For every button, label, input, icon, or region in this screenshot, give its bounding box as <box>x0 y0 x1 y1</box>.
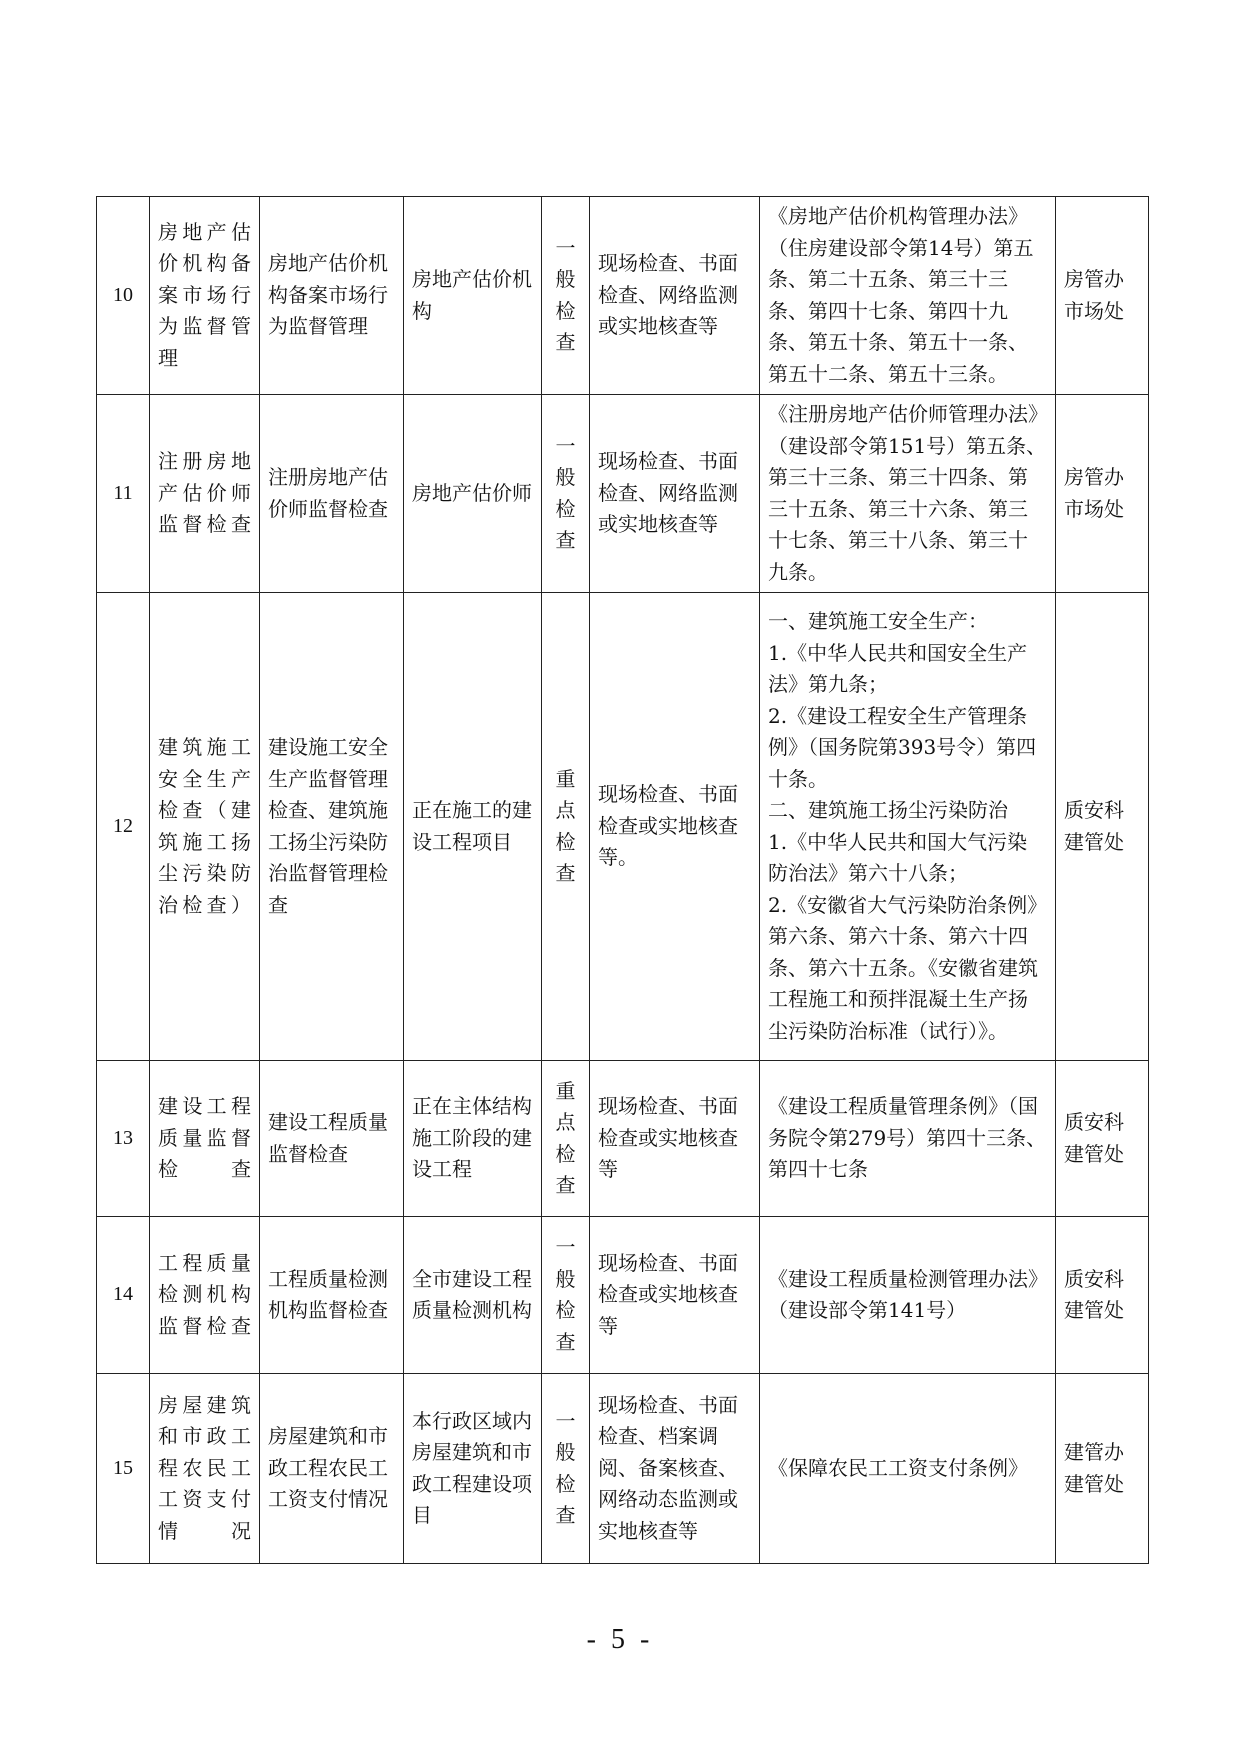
basis-line: 1.《中华人民共和国大气污染防治法》第六十八条； <box>768 829 1028 885</box>
responsible-department: 房管办市场处 <box>1056 395 1149 593</box>
row-number: 15 <box>97 1374 150 1564</box>
responsible-department: 质安科建管处 <box>1056 1217 1149 1374</box>
table-row <box>97 395 1149 593</box>
inspection-basis <box>760 1374 1056 1564</box>
inspection-type-text: 一般检查 <box>555 433 576 552</box>
inspection-method: 现场检查、书面检查、网络监测或实地核查等 <box>590 395 760 593</box>
inspection-content: 房地产估价机构备案市场行为监督管理 <box>260 197 404 395</box>
table-body <box>97 197 1149 1564</box>
table-row <box>97 1374 1149 1564</box>
inspection-table <box>96 196 1149 1564</box>
inspection-type-text: 一般检查 <box>555 1408 576 1527</box>
basis-line: 《房地产估价机构管理办法》（住房建设部令第14号）第五条、第二十五条、第三十三条、第四十七条、第四十九条、第五十条、第五十一条、第五十二条、第五十三条。 <box>768 204 1034 386</box>
inspection-content: 建设工程质量监督检查 <box>260 1061 404 1217</box>
row-number: 14 <box>97 1217 150 1374</box>
basis-line: 《保障农民工工资支付条例》 <box>768 1455 1028 1480</box>
table-row <box>97 1061 1149 1217</box>
responsible-department: 建管办建管处 <box>1056 1374 1149 1564</box>
inspection-object: 本行政区域内房屋建筑和市政工程建设项目 <box>404 1374 542 1564</box>
inspection-item: 注册房地产估价师监督检查 <box>150 395 260 593</box>
inspection-content: 建设施工安全生产监督管理检查、建筑施工扬尘污染防治监督管理检查 <box>260 593 404 1061</box>
inspection-type-text: 重点检查 <box>555 1078 576 1197</box>
basis-line: 2.《建设工程安全生产管理条例》（国务院第393号令）第四十条。 <box>768 703 1037 791</box>
basis-line: 《注册房地产估价师管理办法》（建设部令第151号）第五条、第三十三条、第三十四条、第三十五条、第三十六条、第三十七条、第三十八条、第三十九条。 <box>768 402 1047 584</box>
row-number: 13 <box>97 1061 150 1217</box>
inspection-object: 全市建设工程质量检测机构 <box>404 1217 542 1374</box>
inspection-type <box>542 197 590 395</box>
basis-line: 二、建筑施工扬尘污染防治 <box>768 798 1008 822</box>
inspection-item: 工程质量检测机构监督检查 <box>150 1217 260 1374</box>
row-number: 10 <box>97 197 150 395</box>
inspection-method: 现场检查、书面检查、网络监测或实地核查等 <box>590 197 760 395</box>
inspection-basis <box>760 1217 1056 1374</box>
inspection-type-text: 一般检查 <box>555 1235 576 1354</box>
inspection-item: 房屋建筑和市政工程农民工工资支付情况 <box>150 1374 260 1564</box>
responsible-department: 房管办市场处 <box>1056 197 1149 395</box>
basis-line: 2.《安徽省大气污染防治条例》第六条、第六十条、第六十四条、第六十五条。《安徽省建筑工程施工和预拌混凝土生产扬尘污染防治标准（试行）》。 <box>768 892 1038 1043</box>
responsible-department: 质安科建管处 <box>1056 1061 1149 1217</box>
inspection-item: 建筑施工安全生产检查（建筑施工扬尘污染防治检查） <box>150 593 260 1061</box>
inspection-type <box>542 593 590 1061</box>
inspection-method: 现场检查、书面检查、档案调阅、备案核查、网络动态监测或实地核查等 <box>590 1374 760 1564</box>
inspection-method: 现场检查、书面检查或实地核查等 <box>590 1217 760 1374</box>
row-number: 11 <box>97 395 150 593</box>
inspection-type <box>542 1217 590 1374</box>
inspection-type <box>542 1061 590 1217</box>
inspection-basis <box>760 1061 1056 1217</box>
inspection-item: 建设工程质量监督检查 <box>150 1061 260 1217</box>
row-number: 12 <box>97 593 150 1061</box>
inspection-basis <box>760 395 1056 593</box>
basis-line: 《建设工程质量检测管理办法》（建设部令第141号） <box>768 1266 1038 1322</box>
inspection-type <box>542 1374 590 1564</box>
inspection-object: 房地产估价师 <box>404 395 542 593</box>
inspection-object: 房地产估价机构 <box>404 197 542 395</box>
basis-line: 《建设工程质量管理条例》（国务院令第279号）第四十三条、第四十七条 <box>768 1094 1047 1182</box>
inspection-object: 正在主体结构施工阶段的建设工程 <box>404 1061 542 1217</box>
inspection-content: 房屋建筑和市政工程农民工工资支付情况 <box>260 1374 404 1564</box>
inspection-content: 工程质量检测机构监督检查 <box>260 1217 404 1374</box>
inspection-basis <box>760 197 1056 395</box>
table-row <box>97 197 1149 395</box>
inspection-method: 现场检查、书面检查或实地核查等 <box>590 1061 760 1217</box>
inspection-object: 正在施工的建设工程项目 <box>404 593 542 1061</box>
basis-line: 一、建筑施工安全生产： <box>768 609 988 633</box>
inspection-type-text: 重点检查 <box>555 766 576 885</box>
inspection-content: 注册房地产估价师监督检查 <box>260 395 404 593</box>
page-number: - 5 - <box>586 1624 654 1655</box>
inspection-type-text: 一般检查 <box>555 235 576 354</box>
inspection-method: 现场检查、书面检查或实地核查等。 <box>590 593 760 1061</box>
inspection-basis <box>760 593 1056 1061</box>
responsible-department: 质安科建管处 <box>1056 593 1149 1061</box>
inspection-item: 房地产估价机构备案市场行为监督管理 <box>150 197 260 395</box>
table-row <box>97 1217 1149 1374</box>
basis-line: 1.《中华人民共和国安全生产法》第九条； <box>768 640 1028 696</box>
inspection-type <box>542 395 590 593</box>
table-row <box>97 593 1149 1061</box>
